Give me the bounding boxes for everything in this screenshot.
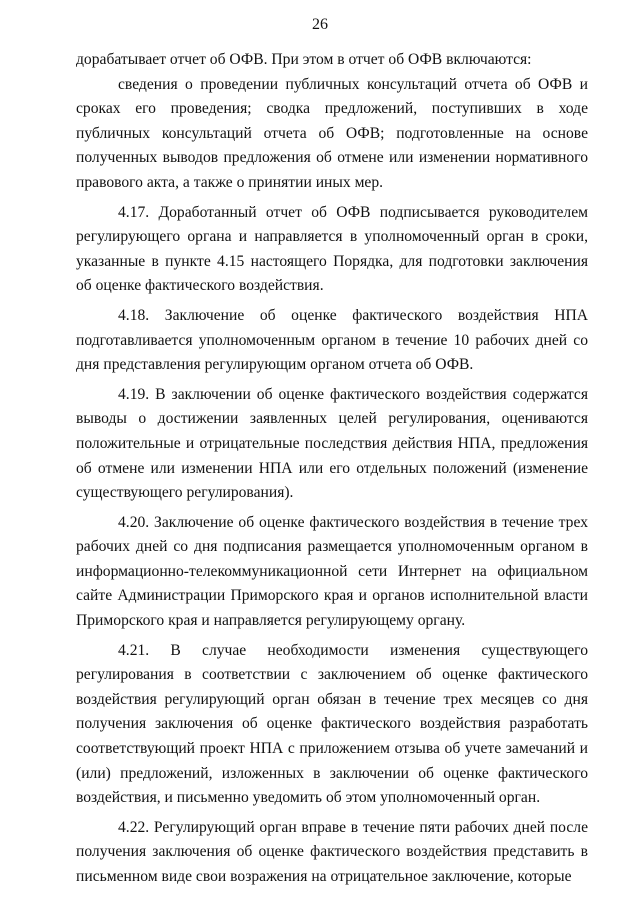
paragraph-4-18: 4.18. Заключение об оценке фактического воздействия НПА подготавливается уполномоченным органом в течение 10 рабочих дней со дня представления регулирующим органом отчета об ОФВ.: [76, 306, 588, 374]
page-number: 26: [312, 16, 328, 33]
paragraph-continuation: дорабатывает отчет об ОФВ. При этом в отчет об ОФВ включаются:: [76, 51, 532, 68]
paragraph-4-17: 4.17. Доработанный отчет об ОФВ подписывается руководителем регулирующего органа и направляется в уполномоченный орган в сроки, указанные в пункте 4.15 настоящего Порядка, для подготовки заключения об оценке фактического воздействия.: [76, 203, 588, 295]
document-body: [76, 48, 588, 890]
paragraph-4-19: 4.19. В заключении об оценке фактического воздействия содержатся выводы о достижении заявленных целей регулирования, оцениваются положительные и отрицательные последствия действия НПА, предложения об отмене или изменении НПА или его отдельных положений (изменение существующего регулирования).: [76, 385, 588, 502]
paragraph-4-20: 4.20. Заключение об оценке фактического воздействия в течение трех рабочих дней со дня подписания размещается уполномоченным органом в информационно-телекоммуникационной сети Интернет на официальном сайте Администрации Приморского края и органов исполнительной власти Приморского края и направляется регулирующему органу.: [76, 513, 588, 630]
paragraph-4-22: 4.22. Регулирующий орган вправе в течение пяти рабочих дней после получения заключения об оценке фактического воздействия представить в письменном виде свои возражения на отрицательное заключение, которые: [76, 818, 588, 885]
paragraph-4-21: 4.21. В случае необходимости изменения существующего регулирования в соответствии с заключением об оценке фактического воздействия регулирующий орган обязан в течение трех месяцев со дня получения заключения об оценке фактического воздействия разработать соответствующий проект НПА с приложением отзыва об учете замечаний и (или) предложений, изложенных в заключении об оценке фактического воздействия, и письменно уведомить об этом уполномоченный орган.: [76, 641, 588, 807]
paragraph-included-information: сведения о проведении публичных консультаций отчета об ОФВ и сроках его проведения; сводка предложений, поступивших в ходе публичных консультаций отчета об ОФВ; подготовленные на основе полученных выводов предложения об отмене или изменении нормативного правового акта, а также о принятии иных мер.: [76, 75, 588, 191]
